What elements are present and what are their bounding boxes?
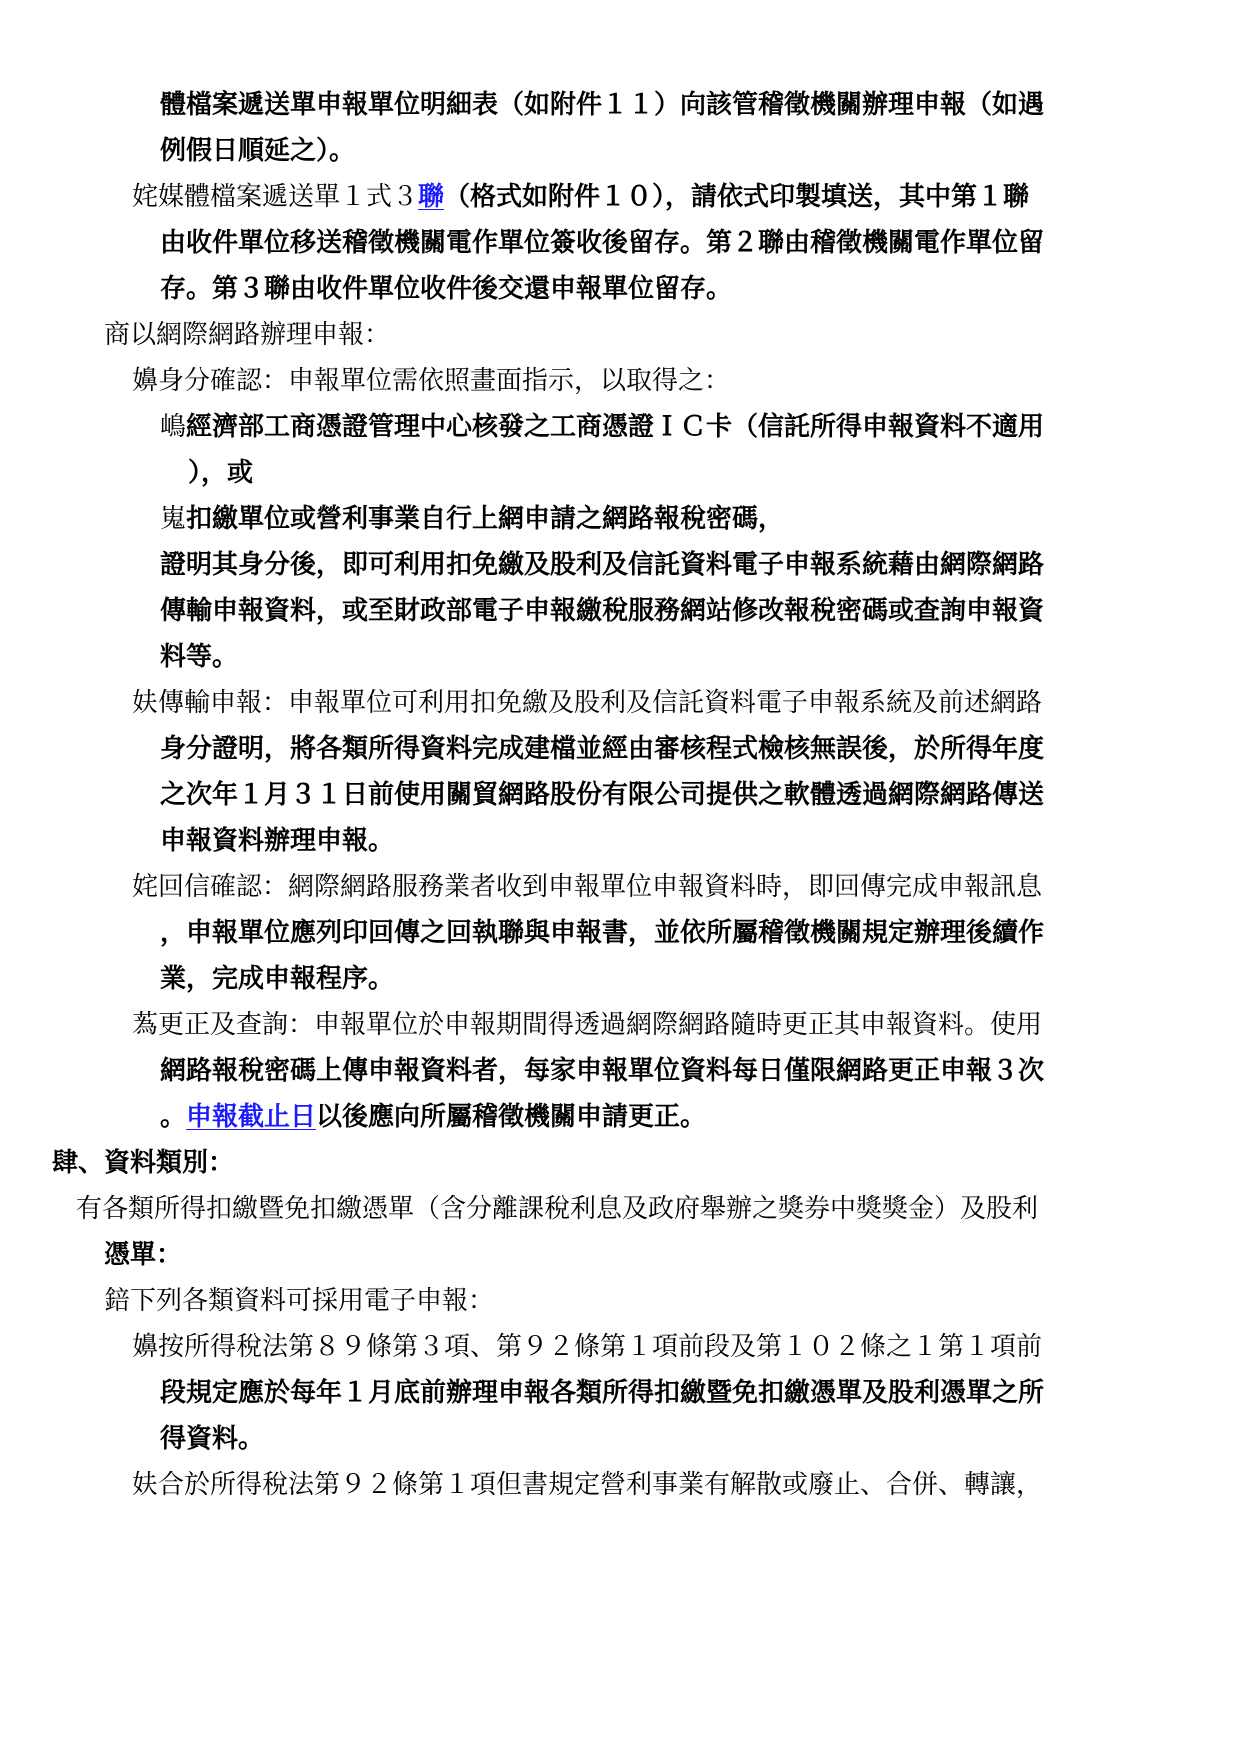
link-filing-deadline[interactable]: 申報截止日 [186,1102,317,1132]
text-line: ），或 [188,458,254,488]
text-line: 體檔案遞送單申報單位明細表（如附件１１）向該管稽徵機關辦理申報（如遇 [160,90,1045,120]
text-line: 存。第３聯由收件單位收件後交還申報單位留存。 [160,274,733,304]
text-line: 有各類所得扣繳暨免扣繳憑單（含分離課稅利息及政府舉辦之獎券中獎獎金）及股利 [76,1194,1039,1224]
text-span: 。 [160,1102,187,1132]
text-line: 錇下列各類資料可採用電子申報： [104,1286,495,1316]
text-span: （格式如附件１０），請依式印製填送，其中第１聯 [444,182,1030,212]
item-prefix: 嶋 [160,412,187,442]
text-line: 妋傳輸申報：申報單位可利用扣免繳及股利及信託資料電子申報系統及前述網路 [132,688,1043,718]
text-line: 業，完成申報程序。 [160,964,395,994]
text-line: 姹回信確認：網際網路服務業者收到申報單位申報資料時，即回傳完成申報訊息 [132,872,1043,902]
text-line [160,502,784,536]
text-line: 之次年１月３１日前使用關貿網路股份有限公司提供之軟體透過網際網路傳送 [160,780,1045,810]
text-span: 經濟部工商憑證管理中心核發之工商憑證ＩＣ卡（信託所得申報資料不適用 [186,412,1045,442]
text-line: 得資料。 [160,1424,265,1454]
text-line [160,1100,706,1134]
section-heading: 肆、資料類別： [52,1148,235,1178]
text-line: 嬶身分確認：申報單位需依照畫面指示，以取得之： [132,366,731,396]
text-span: 以後應向所屬稽徵機關申請更正。 [316,1102,707,1132]
text-line: 傳輸申報資料，或至財政部電子申報繳稅服務網站修改報稅密碼或查詢申報資 [160,596,1045,626]
text-line: 妋合於所得稅法第９２條第１項但書規定營利事業有解散或廢止、合併、轉讓， [132,1470,1043,1500]
link-lian[interactable]: 聯 [418,182,445,212]
text-line: 段規定應於每年１月底前辦理申報各類所得扣繳暨免扣繳憑單及股利憑單之所 [160,1378,1045,1408]
text-line: 網路報稅密碼上傳申報資料者，每家申報單位資料每日僅限網路更正申報３次 [160,1056,1045,1086]
text-line [132,180,1029,214]
text-span: 扣繳單位或營利事業自行上網申請之網路報稅密碼， [186,504,785,534]
text-line: 料等。 [160,642,239,672]
item-prefix: 姹媒體檔案遞送單１式３ [132,182,419,212]
text-line: ，申報單位應列印回傳之回執聯與申報書，並依所屬稽徵機關規定辦理後續作 [160,918,1045,948]
text-line: 憑單： [104,1240,183,1270]
text-line: 申報資料辦理申報。 [160,826,395,856]
text-line: 蒍更正及查詢：申報單位於申報期間得透過網際網路隨時更正其申報資料。使用 [132,1010,1043,1040]
text-line: 例假日順延之）。 [160,136,356,166]
text-line: 由收件單位移送稽徵機關電作單位簽收後留存。第２聯由稽徵機關電作單位留 [160,228,1045,258]
text-line: 嬶按所得稅法第８９條第３項、第９２條第１項前段及第１０２條之１第１項前 [132,1332,1043,1362]
text-line [160,410,1044,444]
section-heading: 商以網際網路辦理申報： [104,320,391,350]
text-line: 身分證明，將各類所得資料完成建檔並經由審核程式檢核無誤後，於所得年度 [160,734,1045,764]
text-line: 證明其身分後，即可利用扣免繳及股利及信託資料電子申報系統藉由網際網路 [160,550,1045,580]
item-prefix: 嵬 [160,504,187,534]
